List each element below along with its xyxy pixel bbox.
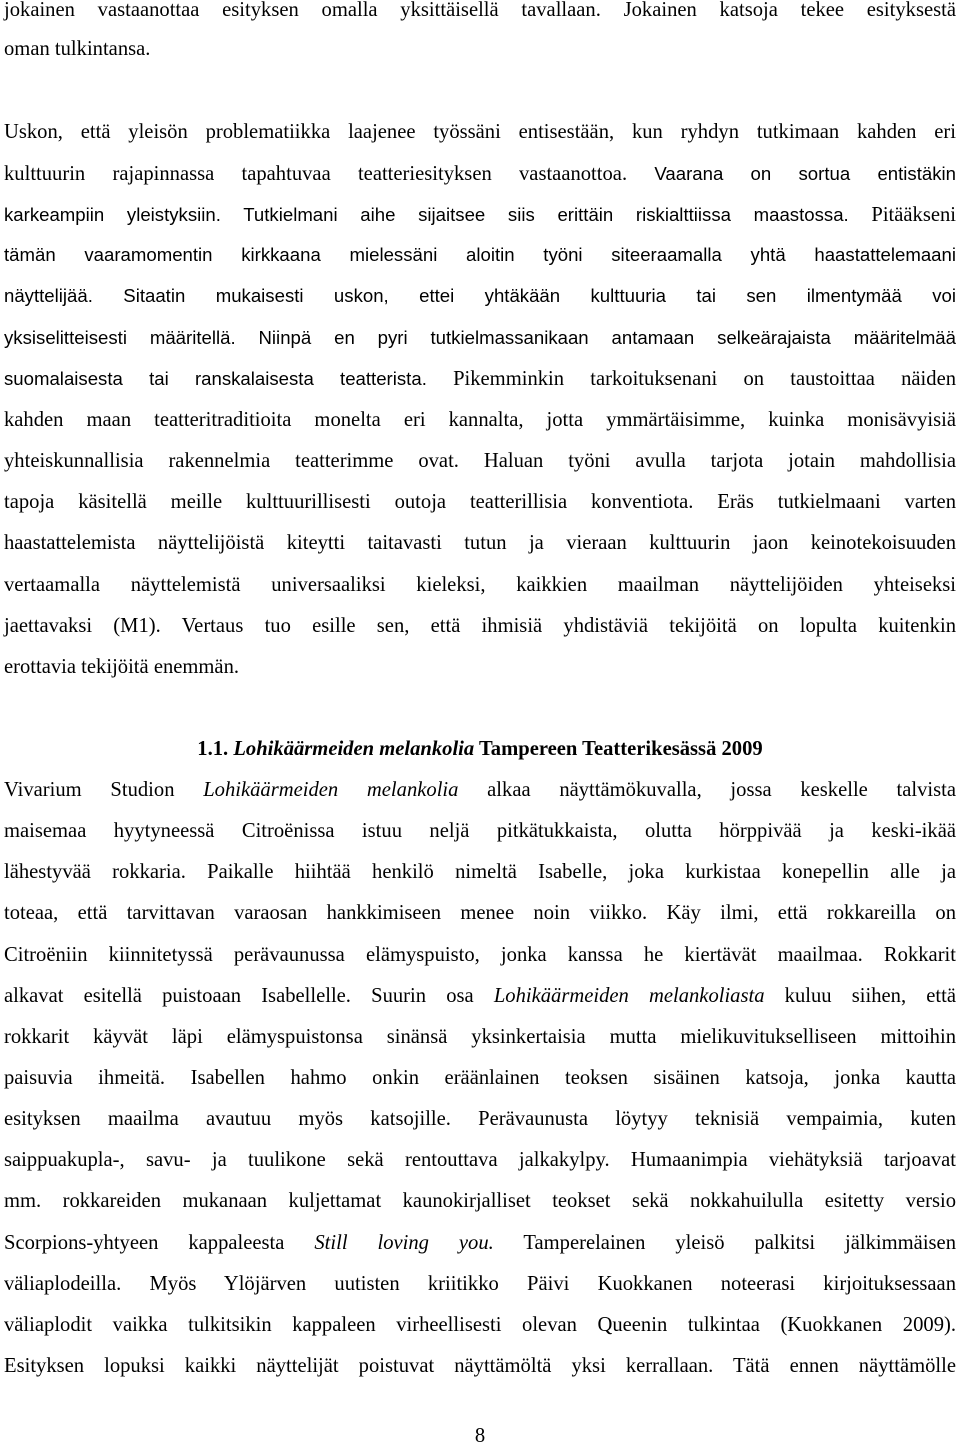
text-line: esityksen maailma avautuu myös katsojille. Perävaunusta löytyy teknisiä vempaimia, kuten	[4, 1108, 956, 1130]
text-span: alkaa näyttämökuvalla, jossa keskelle talvista	[458, 779, 957, 801]
text-span: alkavat esitellä puistoaan Isabellelle. Suurin osa	[4, 985, 494, 1007]
text-line: väliaplodeilla. Myös Ylöjärven uutisten kriitikko Päivi Kuokkanen noteerasi kirjoituksessaan	[4, 1273, 956, 1295]
text-line: Uskon, että yleisön problematiikka laajenee työssäni entisestään, kun ryhdyn tutkimaan kahden eri	[4, 121, 956, 143]
text-line: jokainen vastaanottaa esityksen omalla yksittäisellä tavallaan. Jokainen katsoja tekee esityksestä	[4, 0, 956, 21]
text-line: oman tulkintansa.	[4, 38, 151, 60]
text-span: Vivarium Studion	[4, 779, 204, 801]
text-line: rokkarit käyvät läpi elämyspuistonsa sinänsä yksinkertaisia mutta mielikuvitukselliseen mittoihin	[4, 1026, 956, 1048]
text-line: yksiselitteisesti määritellä. Niinpä en pyri tutkielmassanikaan antamaan selkeärajaista määritelmää	[4, 327, 956, 348]
text-line	[4, 778, 956, 802]
text-line: kahden maan teatteritraditioita monelta eri kannalta, jotta ymmärtäisimme, kuinka monisävyisiä	[4, 409, 956, 431]
text-span: Lohikäärmeiden melankolia	[203, 779, 459, 801]
section-heading	[0, 737, 960, 761]
text-line: tämän vaaramomentin kirkkaana mielessäni aloitin työni siteeraamalla yhtä haastattelemaani	[4, 244, 956, 265]
text-span: Vaarana on sortua entistäkin	[627, 163, 956, 184]
text-line	[4, 449, 956, 473]
text-span: Tamperelainen yleisö palkitsi jälkimmäisen	[493, 1232, 956, 1254]
section-title: Tampereen Teatterikesässä 2009	[474, 738, 763, 760]
text-span: yhteiskunnallisia rakennelmia teatterimme ovat.	[4, 450, 459, 472]
text-line	[4, 162, 956, 186]
text-line: mm. rokkareiden mukanaan kuljettamat kaunokirjalliset teokset sekä nokkahuilulla esitetty versio	[4, 1190, 956, 1212]
text-span: suomalaisesta tai ranskalaisesta teatterista.	[4, 368, 427, 389]
text-span: Haluan työni avulla tarjota jotain mahdollisia	[458, 450, 956, 472]
text-span: karkeampiin yleistyksiin. Tutkielmani aihe sijaitsee siis erittäin riskialttiissa maastossa.	[4, 204, 849, 225]
text-line	[4, 367, 956, 391]
text-span: Still loving you.	[314, 1232, 494, 1254]
text-span: Pitääkseni	[848, 204, 957, 226]
text-span: Scorpions-yhtyeen kappaleesta	[4, 1232, 315, 1254]
text-line: jaettavaksi (M1). Vertaus tuo esille sen, että ihmisiä yhdistäviä tekijöitä on lopulta kuitenkin	[4, 615, 956, 637]
text-line: saippuakupla-, savu- ja tuulikone sekä rentouttava jalkakylpy. Humaanimpia viehätyksiä tarjoavat	[4, 1149, 956, 1171]
section-title-italic: Lohikäärmeiden melankolia	[233, 738, 475, 760]
text-line: vertaamalla näyttelemistä universaaliksi kieleksi, kaikkien maailman näyttelijöiden yhteiseksi	[4, 574, 956, 596]
text-line: maisemaa hyytyneessä Citroënissa istuu neljä pitkätukkaista, olutta hörppivää ja keski-ikää	[4, 820, 956, 842]
text-line: Esityksen lopuksi kaikki näyttelijät poistuvat näyttämöltä yksi kerrallaan. Tätä ennen näyttämölle	[4, 1355, 956, 1377]
text-line	[4, 984, 956, 1008]
page-number: 8	[474, 1425, 486, 1447]
text-line: Citroëniin kiinnitetyssä perävaunussa elämyspuisto, jonka kanssa he kiertävät maailmaa. Rokkarit	[4, 944, 956, 966]
text-line: toteaa, että tarvittavan varaosan hankkimiseen menee noin viikko. Käy ilmi, että rokkareilla on	[4, 902, 956, 924]
text-line	[4, 1231, 956, 1255]
text-line: väliaplodit vaikka tulkitsikin kappaleen virheellisesti olevan Queenin tulkintaa (Kuokkanen 2009).	[4, 1314, 956, 1336]
text-line: paisuvia ihmeitä. Isabellen hahmo onkin eräänlainen teoksen sisäinen katsoja, jonka kautta	[4, 1067, 956, 1089]
text-span: kuluu siihen, että	[764, 985, 956, 1007]
text-line: lähestyvää rokkaria. Paikalle hiihtää henkilö nimeltä Isabelle, joka kurkistaa konepellin alle ja	[4, 861, 956, 883]
text-line: tapoja käsitellä meille kulttuurillisesti outoja teatterillisia konventiota. Eräs tutkielmaani varten	[4, 491, 956, 513]
text-span: kulttuurin rajapinnassa tapahtuvaa teatteriesityksen vastaanottoa.	[4, 163, 628, 185]
text-span: Lohikäärmeiden melankoliasta	[493, 985, 765, 1007]
text-line: erottavia tekijöitä enemmän.	[4, 656, 240, 678]
text-line: näyttelijää. Sitaatin mukaisesti uskon, ettei yhtäkään kulttuuria tai sen ilmentymää voi	[4, 285, 956, 306]
text-line: haastattelemista näyttelijöistä kiteytti taitavasti tutun ja vieraan kulttuurin jaon keinotekoisuuden	[4, 532, 956, 554]
section-number: 1.1.	[197, 738, 229, 760]
text-span: Pikemminkin tarkoituksenani on taustoittaa näiden	[426, 368, 957, 390]
text-line	[4, 203, 956, 227]
